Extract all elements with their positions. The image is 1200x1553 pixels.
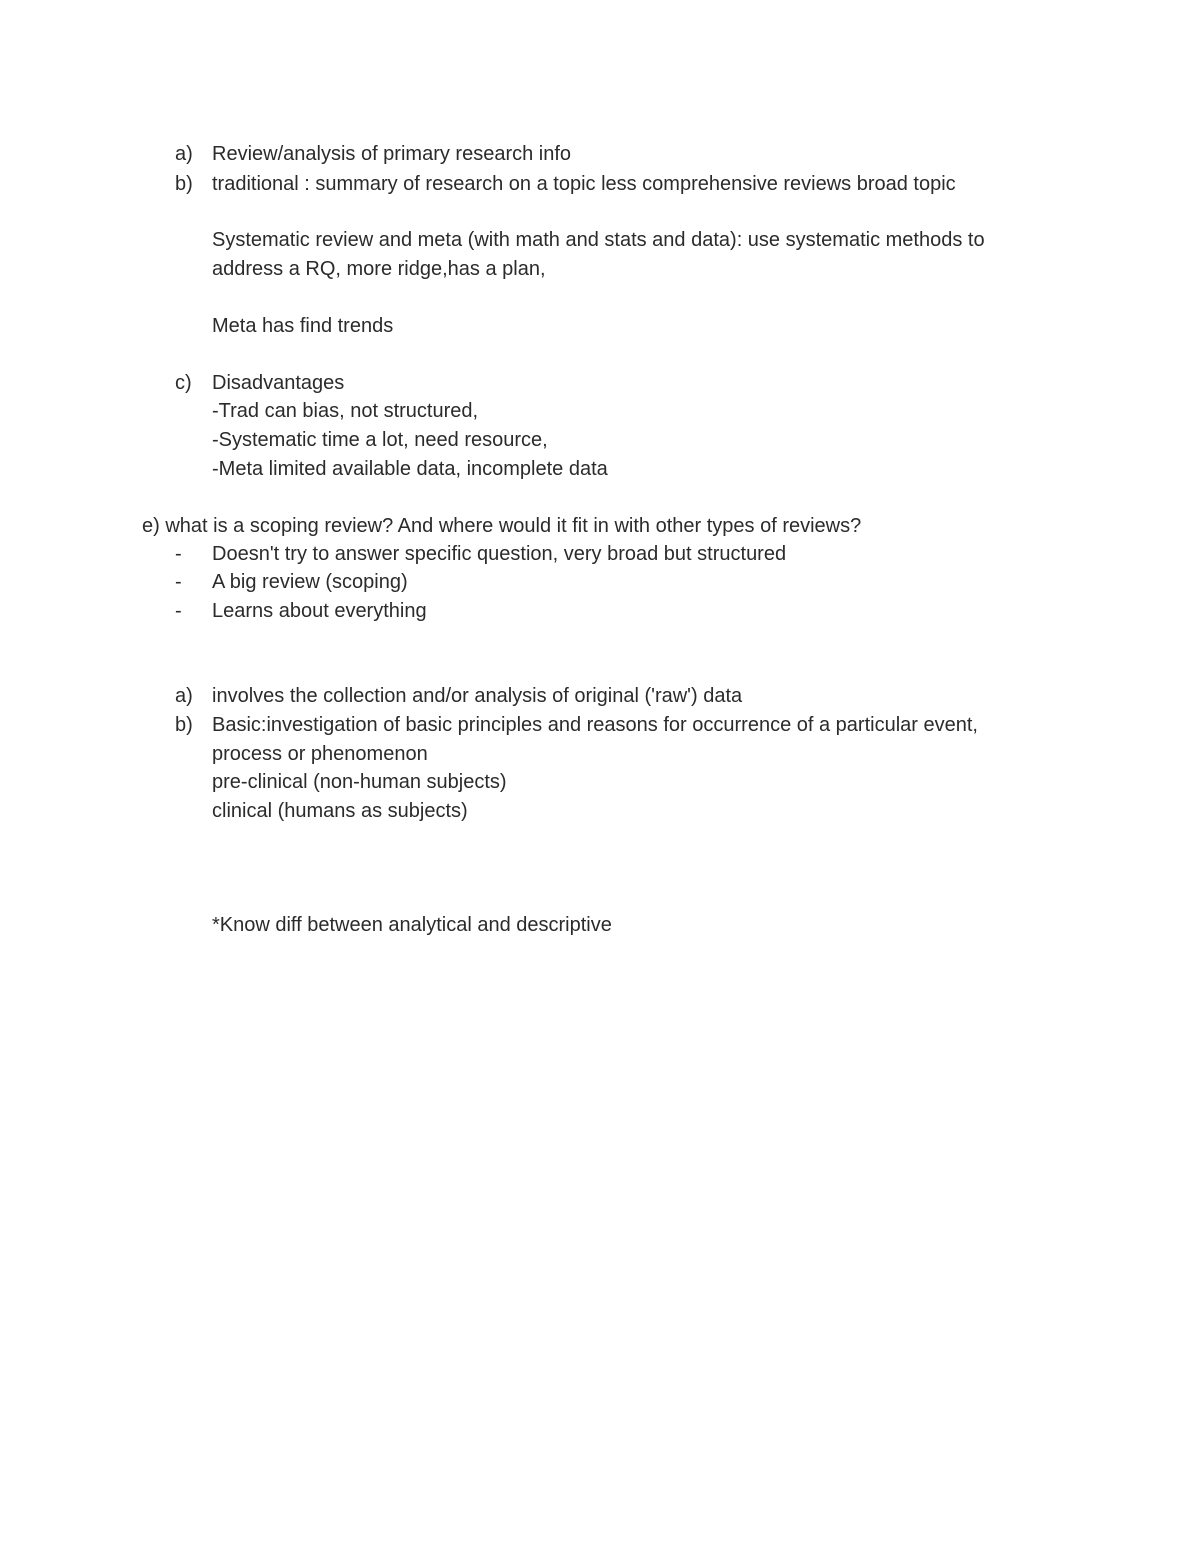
systematic-line-2: address a RQ, more ridge,has a plan, (212, 258, 546, 280)
list-item-a: involves the collection and/or analysis of original ('raw') data (212, 685, 743, 707)
disadvantage-point: -Trad can bias, not structured, (212, 400, 479, 422)
list-item-a: Review/analysis of primary research info (212, 143, 572, 165)
meta-note: Meta has find trends (212, 315, 394, 337)
bullet-dash: - (175, 571, 182, 593)
list-marker-a: a) (175, 685, 193, 707)
sub-line: clinical (humans as subjects) (212, 800, 468, 822)
list-marker-c: c) (175, 372, 192, 394)
bullet-item: A big review (scoping) (212, 571, 408, 593)
list-marker-b: b) (175, 173, 193, 195)
bullet-dash: - (175, 543, 182, 565)
bullet-dash: - (175, 600, 182, 622)
bullet-item: Doesn't try to answer specific question, very broad but structured (212, 543, 787, 565)
list-item-b-continuation: process or phenomenon (212, 743, 428, 765)
disadvantage-point: -Meta limited available data, incomplete data (212, 458, 608, 480)
bullet-item: Learns about everything (212, 600, 427, 622)
list-marker-a: a) (175, 143, 193, 165)
list-item-b: Basic:investigation of basic principles and reasons for occurrence of a particular event, (212, 714, 978, 736)
know-diff-note: *Know diff between analytical and descriptive (212, 914, 612, 936)
disadvantages-title: Disadvantages (212, 372, 345, 394)
systematic-line-1: Systematic review and meta (with math and stats and data): use systematic methods to (212, 229, 985, 251)
list-item-b: traditional : summary of research on a topic less comprehensive reviews broad topic (212, 173, 956, 195)
list-marker-b: b) (175, 714, 193, 736)
disadvantage-point: -Systematic time a lot, need resource, (212, 429, 548, 451)
sub-line: pre-clinical (non-human subjects) (212, 771, 507, 793)
scoping-question: e) what is a scoping review? And where would it fit in with other types of reviews? (142, 515, 862, 537)
